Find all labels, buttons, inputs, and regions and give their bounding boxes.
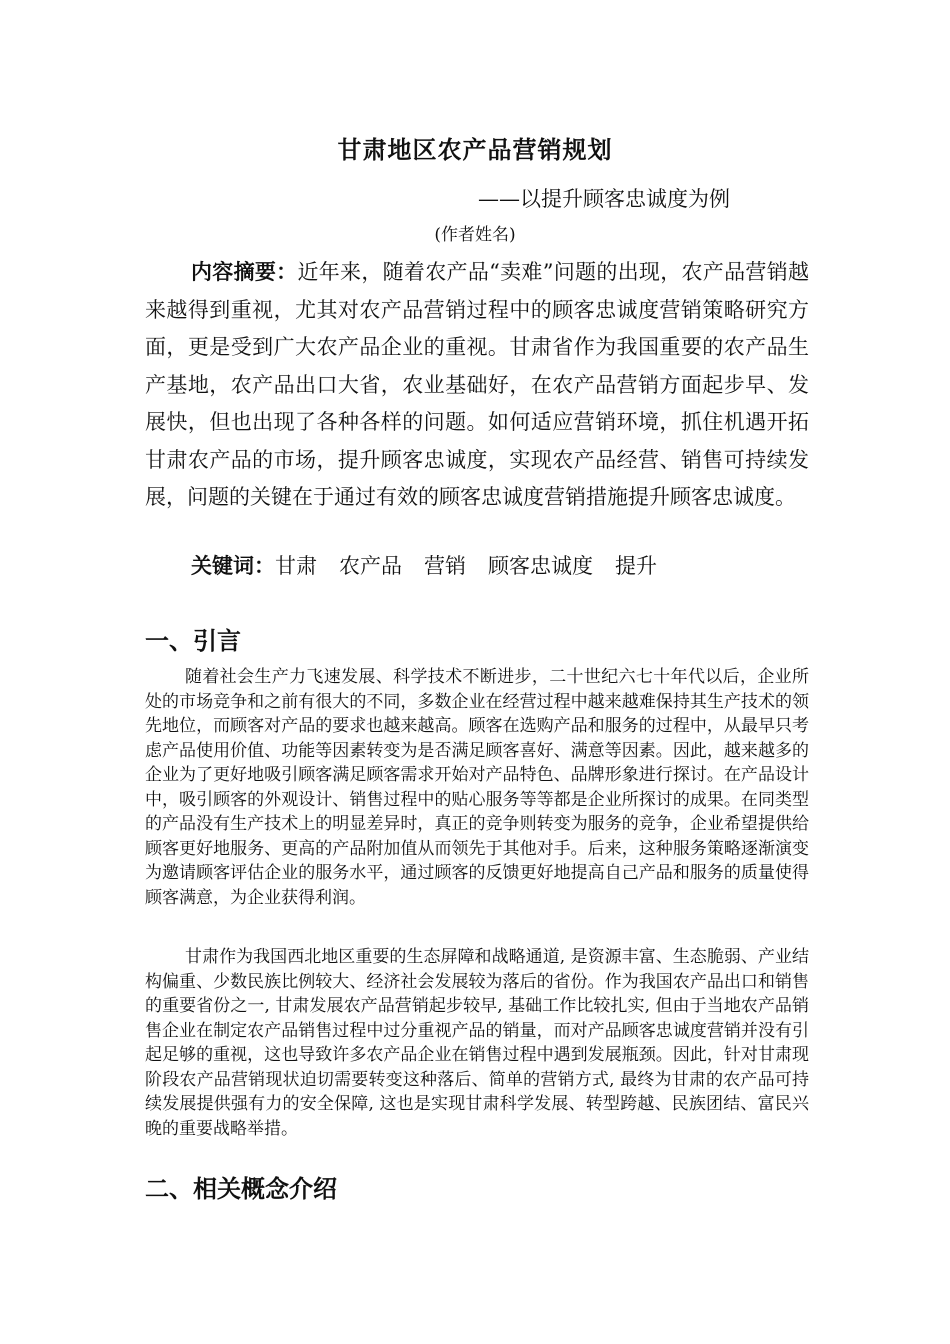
keywords-label: 关键词： bbox=[191, 554, 275, 578]
keyword: 提升 bbox=[615, 554, 657, 578]
document-subtitle: ——以提升顾客忠诚度为例 bbox=[478, 187, 730, 211]
abstract-paragraph bbox=[145, 254, 809, 517]
body-paragraph: 随着社会生产力飞速发展、科学技术不断进步，二十世纪六七十年代以后，企业所处的市场竞争和之前有很大的不同，多数企业在经营过程中越来越难保持其生产技术的领先地位，而顾客对产品的要求也越来越高。顾客在选购产品和服务的过程中，从最早只考虑产品使用价值、功能等因素转变为是否满足顾客喜好、满意等因素。因此，越来越多的企业为了更好地吸引顾客满足顾客需求开始对产品特色、品牌形象进行探讨。在产品设计中，吸引顾客的外观设计、销售过程中的贴心服务等等都是企业所探讨的成果。在同类型的产品没有生产技术上的明显差异时，真正的竞争则转变为服务的竞争，企业希望提供给顾客更好地服务、更高的产品附加值从而领先于其他对手。后来，这种服务策略逐渐演变为邀请顾客评估企业的服务水平，通过顾客的反馈更好地提高自己产品和服务的质量使得顾客满意，为企业获得利润。 bbox=[145, 667, 809, 908]
keyword: 营销 bbox=[424, 554, 466, 578]
keyword: 顾客忠诚度 bbox=[488, 554, 593, 578]
abstract-text: 近年来，随着农产品“卖难”问题的出现，农产品营销越来越得到重视，尤其对农产品营销过程中的顾客忠诚度营销策略研究方面，更是受到广大农产品企业的重视。甘肃省作为我国重要的农产品生产基地，农产品出口大省，农业基础好，在农产品营销方面起步早、发展快，但也出现了各种各样的问题。如何适应营销环境，抓住机遇开拓甘肃农产品的市场，提升顾客忠诚度，实现农产品经营、销售可持续发展，问题的关键在于通过有效的顾客忠诚度营销措施提升顾客忠诚度。 bbox=[145, 260, 809, 509]
author-name: (作者姓名) bbox=[434, 225, 516, 245]
abstract-label: 内容摘要： bbox=[191, 260, 298, 284]
section-heading-introduction: 一、引言 bbox=[145, 627, 241, 655]
body-paragraph: 甘肃作为我国西北地区重要的生态屏障和战略通道, 是资源丰富、生态脆弱、产业结构偏重、少数民族比例较大、经济社会发展较为落后的省份。作为我国农产品出口和销售的重要省份之一, 甘肃发展农产品营销起步较早, 基础工作比较扎实, 但由于当地农产品销售企业在制定农产品销售过程中过分重视产品的销量，而对产品顾客忠诚度营销并没有引起足够的重视，这也导致许多农产品企业在销售过程中遇到发展瓶颈。因此，针对甘肃现阶段农产品营销现状迫切需要转变这种落后、简单的营销方式, 最终为甘肃的农产品可持续发展提供强有力的安全保障, 这也是实现甘肃科学发展、转型跨越、民族团结、富民兴晚的重要战略举措。 bbox=[145, 947, 809, 1139]
section-heading-concepts: 二、相关概念介绍 bbox=[145, 1175, 337, 1203]
keywords-line bbox=[191, 548, 679, 586]
keyword: 农产品 bbox=[339, 554, 402, 578]
document-title: 甘肃地区农产品营销规划 bbox=[337, 136, 613, 164]
keyword: 甘肃 bbox=[275, 554, 317, 578]
